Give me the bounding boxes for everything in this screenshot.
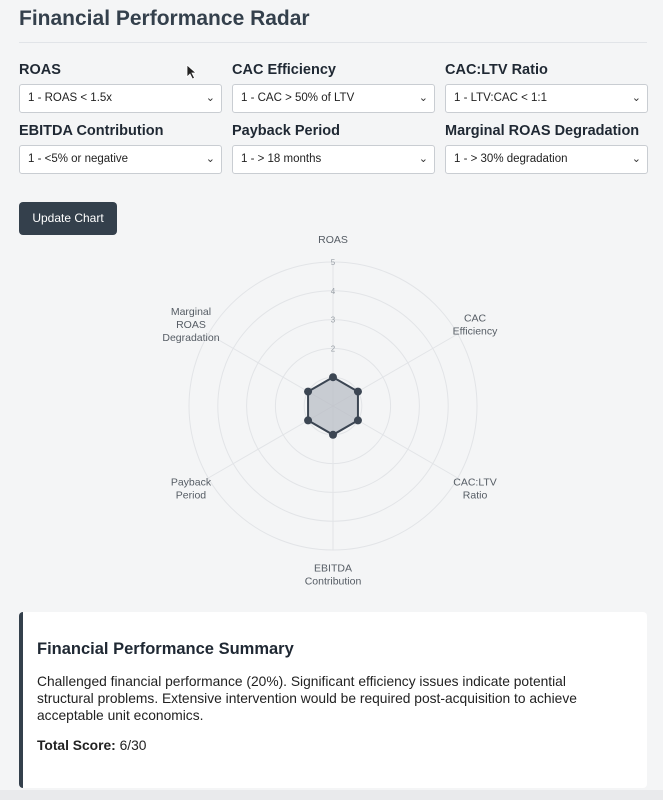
roas-select[interactable] — [19, 84, 222, 113]
radar-axis-label-line: Payback — [170, 476, 212, 489]
summary-panel — [19, 612, 647, 788]
radar-axis-label — [318, 236, 348, 246]
radar-data-point — [354, 416, 362, 424]
radar-axis-label — [453, 313, 498, 338]
roas-label: ROAS — [19, 62, 61, 78]
radar-tick-label: 5 — [330, 258, 336, 267]
ebitda-select[interactable] — [19, 145, 222, 174]
radar-tick-label: 2 — [330, 344, 336, 354]
ebitda-select-value: 1 - <5% or negative — [28, 153, 129, 165]
radar-axis-label-line: ROAS — [176, 319, 206, 331]
radar-axis-label-line: Degradation — [162, 332, 220, 344]
marginal-roas-control — [445, 122, 648, 174]
summary-text: Challenged financial performance (20%). Significant efficiency issues indicate potential structural problems. Extensive intervention would be required post-acquisition to achieve acceptable unit economics. — [37, 674, 577, 723]
total-score-value: 6/30 — [119, 738, 147, 753]
radar-axis-label-line: Contribution — [304, 575, 362, 588]
radar-axis-label — [162, 306, 219, 344]
radar-axis-label-line: Marginal — [170, 306, 212, 318]
cac-ltv-control — [445, 61, 648, 113]
cac-ltv-select[interactable] — [445, 84, 648, 113]
radar-axis-label — [453, 477, 497, 502]
radar-axis-label-line: EBITDA — [314, 562, 352, 575]
roas-select-value: 1 - ROAS < 1.5x — [28, 92, 113, 104]
radar-data-point — [329, 373, 337, 381]
radar-axis-label-line: CAC:LTV — [453, 476, 497, 489]
chevron-down-icon: ⌄ — [205, 153, 215, 165]
marginal-roas-select[interactable] — [445, 145, 648, 174]
payback-control — [232, 122, 435, 174]
chevron-down-icon: ⌄ — [205, 92, 215, 104]
cac-ltv-select-value: 1 - LTV:CAC < 1:1 — [454, 92, 547, 104]
radar-data-point — [304, 416, 312, 424]
ebitda-label: EBITDA Contribution — [19, 123, 164, 139]
radar-axis-label-line: ROAS — [318, 236, 348, 246]
summary-title: Financial Performance Summary — [37, 640, 294, 658]
chevron-down-icon: ⌄ — [418, 92, 428, 104]
payback-select[interactable] — [232, 145, 435, 174]
radar-data-point — [304, 388, 312, 396]
page-title: Financial Performance Radar — [19, 7, 310, 30]
chevron-down-icon: ⌄ — [631, 153, 641, 165]
payback-select-value: 1 - > 18 months — [241, 153, 322, 165]
cac-efficiency-control — [232, 61, 435, 113]
cac-efficiency-select-value: 1 - CAC > 50% of LTV — [241, 92, 355, 104]
radar-series-area — [308, 377, 358, 435]
radar-chart — [0, 236, 663, 596]
radar-tick-label: 3 — [330, 315, 336, 325]
radar-data-point — [354, 388, 362, 396]
chevron-down-icon: ⌄ — [631, 92, 641, 104]
chevron-down-icon: ⌄ — [418, 153, 428, 165]
cac-ltv-label: CAC:LTV Ratio — [445, 62, 548, 78]
radar-axis-label-line: Period — [175, 489, 207, 502]
total-score-label: Total Score: — [37, 738, 116, 753]
ebitda-control — [19, 122, 222, 174]
payback-label: Payback Period — [232, 123, 340, 139]
mouse-cursor-icon — [186, 64, 198, 80]
radar-axis-label-line: Efficiency — [452, 325, 498, 338]
bottom-band — [0, 790, 663, 800]
radar-series — [304, 373, 362, 439]
cac-efficiency-label: CAC Efficiency — [232, 62, 336, 78]
radar-axis-label — [171, 477, 212, 502]
radar-axis-label-line: CAC — [463, 312, 487, 325]
total-score — [37, 738, 629, 753]
title-divider — [19, 42, 647, 43]
radar-tick-label: 4 — [330, 286, 336, 296]
radar-data-point — [329, 431, 337, 439]
marginal-roas-label: Marginal ROAS Degradation — [445, 123, 640, 139]
marginal-roas-select-value: 1 - > 30% degradation — [454, 153, 568, 165]
radar-axis-label-line: Ratio — [462, 489, 488, 502]
update-chart-button[interactable]: Update Chart — [19, 202, 117, 235]
radar-axis-label — [305, 563, 362, 588]
cac-efficiency-select[interactable] — [232, 84, 435, 113]
